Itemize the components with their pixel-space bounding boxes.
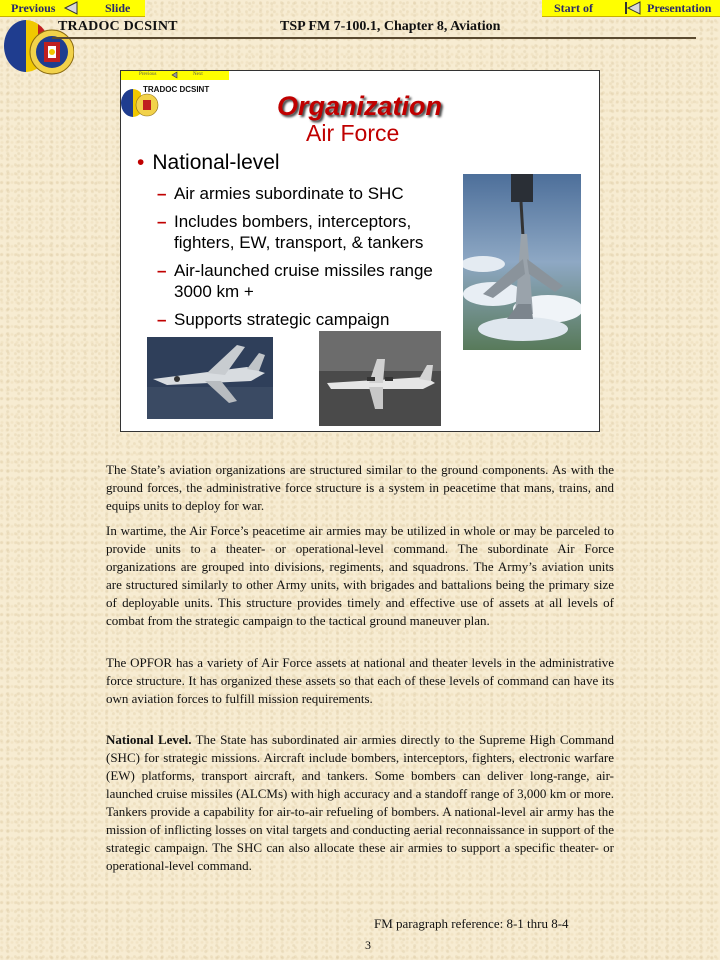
page-number: 3 bbox=[365, 938, 371, 952]
slide-sub-bullet: – Includes bombers, interceptors, fighters, EW, transport, & tankers bbox=[157, 212, 424, 252]
slide-mini-nav bbox=[121, 71, 229, 80]
dash-icon: – bbox=[157, 261, 167, 280]
paragraph-1: The State’s aviation organizations are structured similar to the ground components. As with the ground forces, the administrative force structure is a system in peacetime that mans, trains, and equips units to deploy for war. bbox=[106, 462, 614, 513]
paragraph-4-heading: National Level. bbox=[106, 732, 192, 747]
dash-icon: – bbox=[157, 310, 167, 329]
bomber-photo bbox=[147, 337, 273, 419]
slide-mini-next: Next bbox=[193, 72, 203, 77]
slide-sub-bullet: – Air-launched cruise missiles range 3000 km + bbox=[157, 261, 433, 301]
fm-reference: FM paragraph reference: 8-1 thru 8-4 bbox=[374, 916, 569, 931]
presentation-label: Presentation bbox=[647, 0, 712, 15]
paragraph-4-text: The State has subordinated air armies directly to the Supreme High Command (SHC) for strategic missions. Aircraft include bombers, interceptors, fighters, electronic warfare (EW) platforms, transport aircraft, and tankers. Some bombers can deliver long-range, air-launched cruise missiles (ALCMs) with high accuracy and a standoff range of 3,000 km or more. Tankers provide a capability for air-to-air refueling of bombers. A national-level air army has the mission of inflicting losses on vital targets and conducting aerial reconnaissance in support of the strategic campaign. The SHC can also allocate these air armies to support a specific theater- or operational-level command. bbox=[106, 732, 614, 873]
slide-mini-previous: Previous bbox=[139, 72, 157, 77]
refueling-photo bbox=[463, 174, 581, 350]
paragraph-2: In wartime, the Air Force’s peacetime air armies may be utilized in whole or may be parceled to provide units to a theater- or operational-level command. The subordinate Air Force organizations are grouped into divisions, regiments, and squadrons. The Army’s aviation units are structured similarly to other Army units, with brigades and battalions being the primary size of deployable units. This structure provides timely and effective use of assets at all levels of combat from the strategic campaign to the tactical ground maneuver plan. bbox=[106, 523, 614, 628]
header-org: TRADOC DCSINT bbox=[58, 19, 178, 34]
transport-photo bbox=[319, 331, 441, 426]
slide-bullet-text: National-level bbox=[152, 151, 280, 174]
slide-title: Organization bbox=[277, 91, 443, 121]
slide-org: TRADOC DCSINT bbox=[143, 85, 210, 94]
slide-mini-arrow-icon bbox=[171, 71, 178, 81]
start-of-presentation-button[interactable] bbox=[542, 0, 720, 17]
paragraph-4 bbox=[106, 731, 614, 875]
left-arrow-icon bbox=[63, 1, 79, 19]
start-of-label: Start of bbox=[554, 0, 593, 15]
header-title: TSP FM 7-100.1, Chapter 8, Aviation bbox=[280, 19, 501, 34]
bullet-dot-icon: • bbox=[137, 151, 145, 174]
slide-sub-bullet: – Air armies subordinate to SHC bbox=[157, 184, 404, 203]
slide-subtitle: Air Force bbox=[306, 120, 400, 146]
slide-sub-bullet: – Supports strategic campaign bbox=[157, 310, 390, 329]
header-divider bbox=[52, 37, 696, 39]
slide-bullet bbox=[137, 151, 280, 175]
slide-image bbox=[120, 70, 600, 432]
dash-icon: – bbox=[157, 184, 167, 203]
slide-label: Slide bbox=[105, 0, 131, 15]
dash-icon: – bbox=[157, 212, 167, 231]
paragraph-3: The OPFOR has a variety of Air Force assets at national and theater levels in the administrative force structure. It has organized these assets so that each of these levels of command can have its own aviation forces to fulfill mission requirements. bbox=[106, 655, 614, 706]
previous-slide-button[interactable] bbox=[0, 0, 145, 17]
previous-label: Previous bbox=[11, 0, 56, 15]
first-page-icon bbox=[624, 1, 642, 19]
